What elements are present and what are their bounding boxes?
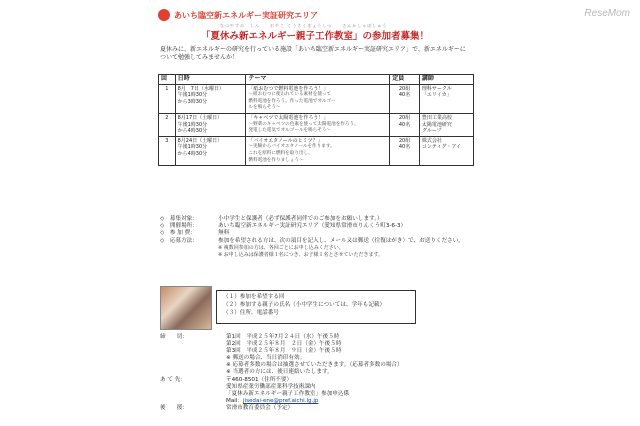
info-method: ◇ 応募方法： 参加を希望される方は、次の項目を記入し、メール又は郵送（往復はがき）で、お送りください。 bbox=[160, 237, 464, 244]
deadline-line: 締 切： 第1回 平成２５年7月２４日（水）午後５時 bbox=[160, 334, 340, 340]
address-line: 愛知県産業労働部産業科学技術課内 bbox=[226, 383, 316, 390]
session-datetime: 8月 7日（水曜日） 午後1時30分 から3時30分 bbox=[175, 84, 246, 113]
table-row bbox=[159, 136, 474, 165]
session-theme: 「キャベツで太陽電池を作ろう！」 ～野菜のキャベツの色素を使って太陽電池を作ろう。 発電した電気でオルゴールを鳴らそう～ bbox=[246, 113, 390, 136]
required-item: （３）住所、電話番号 bbox=[223, 310, 279, 316]
flyer-document bbox=[150, 6, 480, 422]
session-theme: 「紙おむつで燃料電池を作ろう！」 ～紙おむつに使われている素材を使って 燃料電池を作ろう。作った電池でオルゴー ルを鳴らそう～ bbox=[246, 84, 390, 113]
session-theme: 「バイオエタノールのヒミツ？」 ～実験からバイオエタノールを作ります。 これを原料に燃料を取り出し、 燃料電池を作りましょう～ bbox=[246, 136, 390, 165]
schedule-table bbox=[158, 74, 474, 166]
request-area bbox=[160, 286, 476, 332]
session-datetime: 8月17日（土曜日） 午後1時30分 から4時30分 bbox=[175, 113, 246, 136]
table-row bbox=[159, 113, 474, 136]
session-number: 2 bbox=[159, 113, 176, 136]
deadline-note: ※ 当選者の方には、後日連絡いたします。 bbox=[226, 369, 333, 376]
session-datetime: 8月24日（土曜日） 午後1時30分 から4時30分 bbox=[175, 136, 246, 165]
col-header-capacity: 定員 bbox=[390, 75, 420, 85]
address-line: 「夏休み新エネルギー親子工作教室」参加申込係 bbox=[226, 390, 350, 397]
session-instructor: 豊田工業高校 太陽電池研究 グループ bbox=[419, 113, 473, 136]
info-fee: ◇ 参 加 費： 無料 bbox=[160, 230, 230, 237]
children-photo bbox=[160, 286, 212, 330]
info-note: ※ 複数回参加の方は、各回ごとにお申し込みください。 bbox=[218, 244, 344, 251]
flyer-header bbox=[150, 6, 480, 24]
deadline-note: ※ 応募者多数の場合は抽選させていただきます。（応募者多数の場合） bbox=[226, 362, 403, 369]
col-header-no: 回 bbox=[159, 75, 176, 85]
deadline-and-address bbox=[160, 334, 476, 412]
aichi-logo-icon bbox=[158, 9, 170, 21]
schedule-header-row bbox=[159, 75, 474, 85]
table-row bbox=[159, 84, 474, 113]
session-instructor: 理科サークル 「エリイカ」 bbox=[419, 84, 473, 113]
session-number: 3 bbox=[159, 136, 176, 165]
col-header-theme: テーマ bbox=[246, 75, 390, 85]
session-number: 1 bbox=[159, 84, 176, 113]
support-line: 後 援： 常滑市教育委員会（予定） bbox=[160, 404, 294, 411]
intro-text: 夏休みに、新エネルギーの研究を行っている施設「あいち臨空新エネルギー実証研究エリア」で、新エネルギーについて勉強してみませんか！ bbox=[160, 46, 466, 61]
info-venue: ◇ 開催場所： あいち臨空新エネルギー実証研究エリア（愛知県常滑市りんくう町3-6-3） bbox=[160, 223, 407, 230]
watermark: ReseMom bbox=[584, 8, 630, 19]
session-capacity: 20組 40名 bbox=[390, 84, 420, 113]
session-instructor: 株式会社 コンティグ・アイ bbox=[419, 136, 473, 165]
required-items-box bbox=[216, 290, 416, 324]
col-header-instructor: 講師 bbox=[419, 75, 473, 85]
deadline-line: 第3回 平成２５年８月 ９日（金）午後５時 bbox=[226, 348, 342, 355]
header-title: あいち臨空新エネルギー実証研究エリア bbox=[174, 10, 318, 20]
session-capacity: 20組 40名 bbox=[390, 113, 420, 136]
address-line: あ て 先： 〒460-8501（住所不要） bbox=[160, 376, 293, 383]
required-item: （２）参加する親子の氏名（小中学生については、学年も記載） bbox=[223, 302, 386, 308]
deadline-line: 第2回 平成２５年８月 ２日（金）午後５時 bbox=[226, 341, 342, 348]
page-title: 「夏休み新エネルギー親子工作教室」の参加者募集！ bbox=[200, 31, 429, 42]
info-target: ◇ 募集対象： 小中学生と保護者（必ず保護者同伴でのご参加をお願いします。） bbox=[160, 216, 383, 222]
deadline-note: ※ 郵送の場合、当日消印有効。 bbox=[226, 355, 306, 362]
col-header-date: 日時 bbox=[175, 75, 246, 85]
info-note: ※ お申し込みは保護者様１名につき、お子様１名とさせていただきます。 bbox=[218, 252, 384, 259]
mail-link[interactable]: jisedai-ene@pref.aichi.lg.jp bbox=[242, 397, 319, 404]
session-capacity: 20組 40名 bbox=[390, 136, 420, 165]
address-mail: Mail：jisedai-ene@pref.aichi.lg.jp bbox=[226, 397, 319, 404]
application-info bbox=[160, 216, 476, 259]
title-ruby: なつやすみ しん おやこ こうさくきょうしつ さんかしゃぼしゅう bbox=[220, 23, 388, 28]
required-item: （１）参加を希望する回 bbox=[223, 294, 285, 300]
